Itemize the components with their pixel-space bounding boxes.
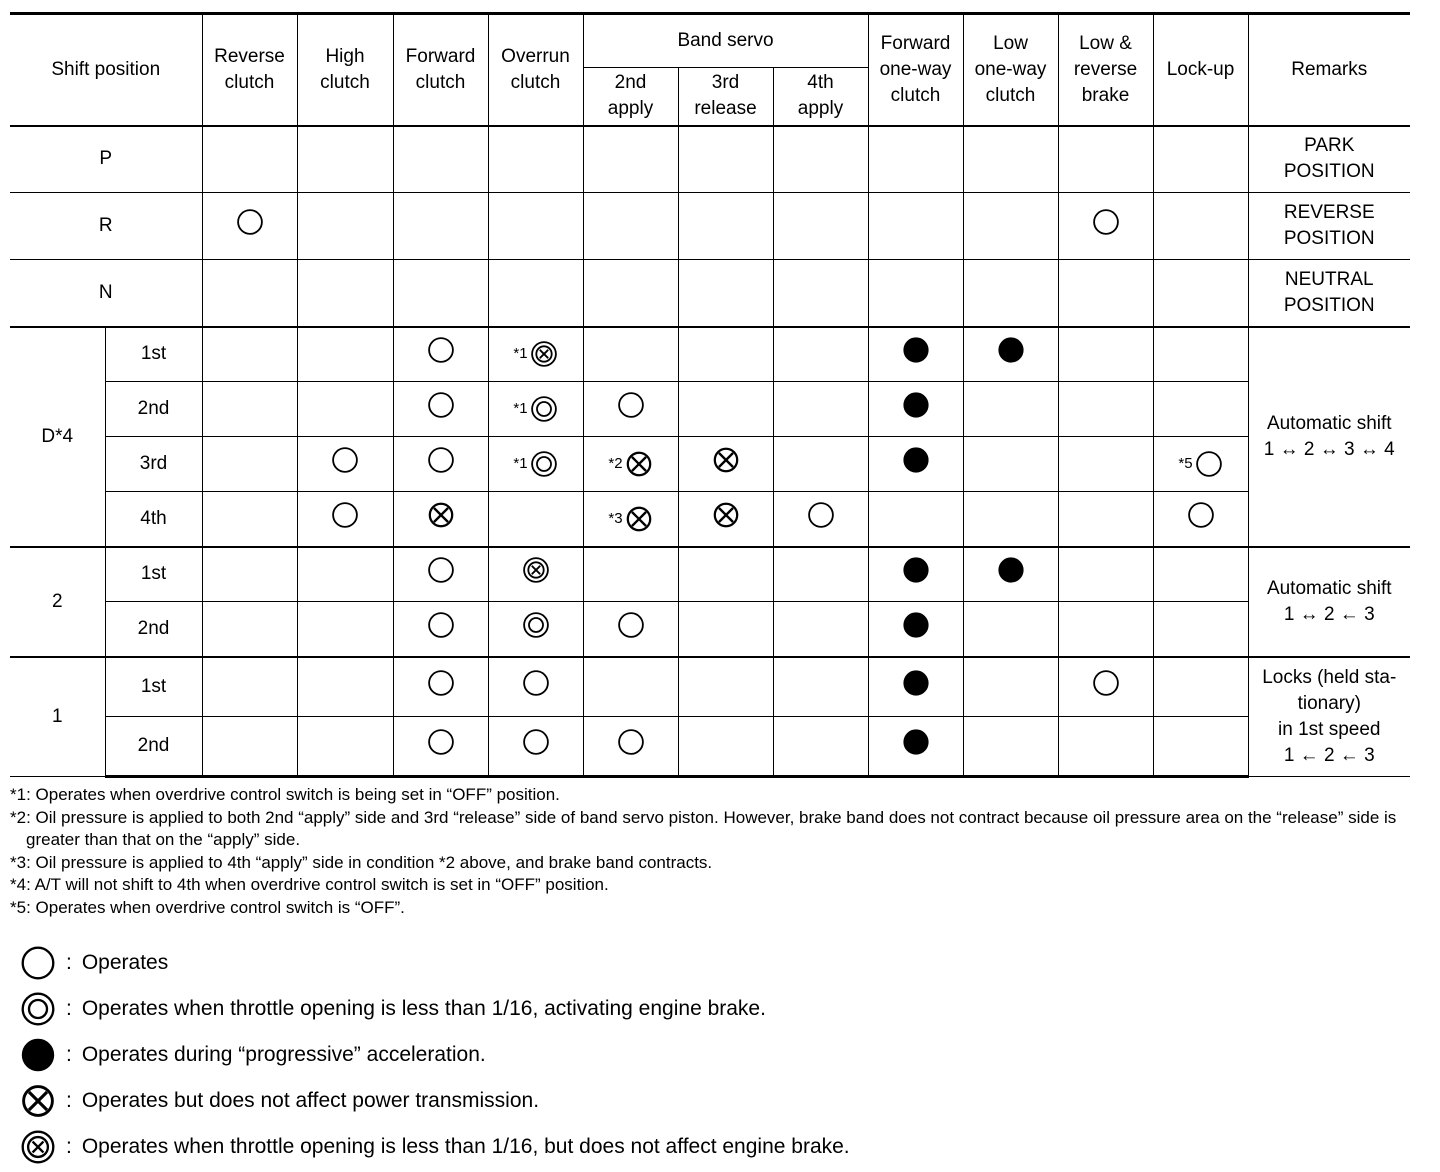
status-symbol — [997, 336, 1025, 364]
circle-icon — [427, 446, 455, 474]
status-cell — [963, 193, 1058, 260]
status-cell — [583, 327, 678, 382]
cell-line: one-way — [879, 58, 952, 80]
status-cell — [393, 437, 488, 492]
circle-icon — [522, 669, 550, 697]
gear-d-2nd: 2nd — [105, 382, 202, 437]
circle-icon — [617, 728, 645, 756]
status-symbol — [522, 669, 550, 697]
clutch-brake-operation-table — [10, 12, 1410, 778]
filled-circle-icon — [997, 556, 1025, 584]
filled-circle-icon — [902, 556, 930, 584]
status-symbol — [902, 556, 930, 584]
filled-circle-icon — [902, 391, 930, 419]
cell-line: apply — [797, 98, 844, 120]
filled-circle-icon — [902, 336, 930, 364]
position-n: N — [10, 260, 202, 327]
double-circle-icon — [530, 450, 558, 478]
status-symbol — [427, 556, 455, 584]
status-cell — [202, 327, 297, 382]
double-circle-icon — [530, 395, 558, 423]
status-cell — [773, 193, 868, 260]
status-cell — [1058, 547, 1153, 602]
status-cell — [202, 382, 297, 437]
status-cell — [1153, 193, 1248, 260]
remarks-d — [1248, 327, 1410, 547]
status-cell — [297, 382, 393, 437]
gear-1-1st: 1st — [105, 657, 202, 717]
gear-2-2nd: 2nd — [105, 602, 202, 657]
position-p: P — [10, 126, 202, 193]
status-cell — [1153, 492, 1248, 547]
status-cell — [868, 193, 963, 260]
circle-icon — [1187, 501, 1215, 529]
filled-circle-icon — [902, 446, 930, 474]
status-cell — [393, 382, 488, 437]
status-cell — [773, 602, 868, 657]
status-cell — [963, 327, 1058, 382]
status-cell — [297, 260, 393, 327]
status-cell — [583, 602, 678, 657]
status-symbol — [427, 669, 455, 697]
filled-circle-icon-svg — [20, 1037, 56, 1073]
status-cell — [868, 657, 963, 717]
circle-icon — [427, 391, 455, 419]
status-cell — [773, 657, 868, 717]
status-cell — [488, 602, 583, 657]
footnote-marker: *1 — [513, 455, 528, 472]
status-cell — [1153, 327, 1248, 382]
cell-line: in 1st speed — [1278, 718, 1381, 740]
crossed-circle-icon — [712, 501, 740, 529]
status-cell — [773, 717, 868, 777]
status-cell — [773, 547, 868, 602]
cell-line: clutch — [985, 84, 1036, 106]
status-cell — [297, 657, 393, 717]
footnote-5: *5: Operates when overdrive control switch is “OFF”. — [10, 897, 405, 917]
circled-crossed-circle-icon — [20, 1129, 66, 1165]
status-cell — [583, 492, 678, 547]
position-d: D*4 — [10, 327, 105, 547]
cell-line: tionary) — [1297, 692, 1361, 714]
status-symbol — [522, 556, 550, 584]
status-cell — [963, 547, 1058, 602]
status-cell — [1153, 717, 1248, 777]
status-symbol — [1178, 450, 1222, 478]
status-cell — [202, 126, 297, 193]
status-cell — [678, 126, 773, 193]
cell-line: REVERSE — [1283, 202, 1375, 223]
status-cell — [393, 657, 488, 717]
status-cell — [202, 717, 297, 777]
status-cell — [393, 193, 488, 260]
cell-line: apply — [607, 98, 654, 120]
status-cell — [297, 327, 393, 382]
remarks-1 — [1248, 657, 1410, 777]
circled-crossed-circle-icon-svg — [20, 1129, 56, 1165]
footnote-3: *3: Oil pressure is applied to 4th “apply” side in condition *2 above, and brake band contracts. — [10, 852, 713, 872]
cell-line: release — [694, 98, 757, 120]
header-band-4th-apply — [773, 68, 868, 126]
status-cell — [488, 717, 583, 777]
circle-icon — [331, 446, 359, 474]
header-overrun-clutch — [488, 14, 583, 126]
status-cell — [583, 260, 678, 327]
status-cell — [1058, 193, 1153, 260]
status-cell — [583, 547, 678, 602]
status-cell — [963, 437, 1058, 492]
gear-d-4th: 4th — [105, 492, 202, 547]
status-symbol — [331, 501, 359, 529]
footnote-4: *4: A/T will not shift to 4th when overdrive control switch is set in “OFF” position. — [10, 875, 609, 894]
status-cell — [1153, 382, 1248, 437]
cell-line: Reverse — [214, 45, 285, 67]
cell-line: High — [325, 45, 365, 67]
status-cell — [1153, 547, 1248, 602]
status-cell — [393, 547, 488, 602]
crossed-circle-icon-svg — [20, 1083, 56, 1119]
status-cell — [868, 382, 963, 437]
cell-line: Forward — [880, 32, 951, 54]
status-cell — [393, 602, 488, 657]
status-symbol — [617, 391, 645, 419]
header-band-servo: Band servo — [583, 14, 868, 68]
double-circle-icon — [522, 611, 550, 639]
status-cell — [583, 717, 678, 777]
header-band-3rd-release — [678, 68, 773, 126]
status-cell — [1153, 602, 1248, 657]
footnote-2: *2: Oil pressure is applied to both 2nd “apply” side and 3rd “release” side of band servo piston. However, brake band does not contract because oil pressure area on the “release” side is greater than that on the “apply” side. — [10, 807, 1397, 849]
status-cell — [963, 657, 1058, 717]
header-low-oneway-clutch — [963, 14, 1058, 126]
gear-1-2nd: 2nd — [105, 717, 202, 777]
circle-icon — [427, 728, 455, 756]
cell-line: Low & — [1079, 32, 1132, 54]
status-cell — [868, 602, 963, 657]
status-cell — [393, 492, 488, 547]
circle-icon — [20, 945, 66, 981]
status-cell — [678, 657, 773, 717]
footnote-marker: *1 — [513, 345, 528, 363]
status-cell — [202, 193, 297, 260]
status-symbol — [617, 611, 645, 639]
filled-circle-icon — [902, 669, 930, 697]
remarks-park — [1248, 126, 1410, 193]
cell-line: brake — [1081, 84, 1130, 106]
status-cell — [583, 126, 678, 193]
position-r: R — [10, 193, 202, 260]
status-symbol — [617, 728, 645, 756]
status-symbol — [331, 446, 359, 474]
status-symbol — [427, 391, 455, 419]
cell-line: reverse — [1073, 58, 1138, 80]
header-lockup: Lock-up — [1153, 14, 1248, 126]
status-cell — [488, 193, 583, 260]
position-2: 2 — [10, 547, 105, 657]
status-cell — [583, 382, 678, 437]
status-cell — [202, 437, 297, 492]
crossed-circle-icon — [427, 501, 455, 529]
circle-icon — [807, 501, 835, 529]
footnotes — [10, 784, 1410, 919]
status-cell — [1153, 260, 1248, 327]
status-cell — [678, 602, 773, 657]
status-cell — [583, 437, 678, 492]
status-symbol — [807, 501, 835, 529]
status-cell — [202, 547, 297, 602]
circled-crossed-circle-icon — [530, 340, 558, 368]
header-band-2nd-apply — [583, 68, 678, 126]
status-cell — [963, 492, 1058, 547]
status-cell — [583, 193, 678, 260]
status-cell — [868, 260, 963, 327]
crossed-circle-icon — [625, 505, 653, 533]
header-remarks: Remarks — [1248, 14, 1410, 126]
header-low-reverse-brake — [1058, 14, 1153, 126]
status-cell — [297, 602, 393, 657]
legend-item-progressive: : Operates during “progressive” acceleration. — [20, 1032, 850, 1078]
status-cell — [868, 126, 963, 193]
status-symbol — [902, 728, 930, 756]
status-symbol — [427, 501, 455, 529]
status-cell — [963, 126, 1058, 193]
status-symbol — [997, 556, 1025, 584]
gear-2-1st: 1st — [105, 547, 202, 602]
footnote-1: *1: Operates when overdrive control switch is being set in “OFF” position. — [10, 785, 560, 804]
cell-line: 1 ↔ 2 ↔ 3 ↔ 4 — [1263, 438, 1395, 460]
footnote-marker: *5 — [1178, 455, 1193, 472]
circle-icon — [236, 208, 264, 236]
filled-circle-icon — [902, 728, 930, 756]
status-symbol — [902, 391, 930, 419]
status-cell — [297, 193, 393, 260]
legend-item-operates: : Operates — [20, 940, 850, 986]
circle-icon — [427, 556, 455, 584]
header-reverse-clutch — [202, 14, 297, 126]
cell-line: one-way — [974, 58, 1047, 80]
status-cell — [1153, 126, 1248, 193]
footnote-marker: *2 — [608, 455, 623, 472]
status-cell — [1058, 717, 1153, 777]
status-cell — [868, 327, 963, 382]
status-cell — [773, 382, 868, 437]
status-symbol — [608, 505, 652, 533]
status-cell — [297, 492, 393, 547]
circle-icon — [427, 336, 455, 364]
circle-icon-svg — [20, 945, 56, 981]
circle-icon — [522, 728, 550, 756]
status-symbol — [1187, 501, 1215, 529]
status-symbol — [1092, 669, 1120, 697]
status-cell — [202, 657, 297, 717]
status-symbol — [427, 446, 455, 474]
symbol-legend — [20, 940, 850, 1170]
status-cell — [678, 547, 773, 602]
status-cell — [773, 437, 868, 492]
status-cell — [488, 437, 583, 492]
status-symbol — [902, 446, 930, 474]
status-symbol — [608, 450, 652, 478]
cell-line: PARK — [1304, 135, 1355, 157]
remarks-neutral — [1248, 260, 1410, 327]
footnote-marker: *1 — [513, 400, 528, 417]
filled-circle-icon — [20, 1037, 66, 1073]
cell-line: POSITION — [1283, 228, 1375, 249]
status-cell — [202, 260, 297, 327]
status-cell — [297, 126, 393, 193]
crossed-circle-icon — [625, 450, 653, 478]
header-forward-oneway-clutch — [868, 14, 963, 126]
remarks-2 — [1248, 547, 1410, 657]
remarks-reverse — [1248, 193, 1410, 260]
status-cell — [773, 492, 868, 547]
status-cell — [488, 327, 583, 382]
circle-icon — [617, 391, 645, 419]
status-symbol — [522, 611, 550, 639]
legend-item-no-power: : Operates but does not affect power transmission. — [20, 1078, 850, 1124]
cell-line: 1 ↔ 2 ← 3 — [1283, 603, 1375, 625]
status-cell — [678, 382, 773, 437]
circled-crossed-circle-icon — [522, 556, 550, 584]
status-cell — [868, 717, 963, 777]
status-cell — [678, 193, 773, 260]
circle-icon — [1092, 669, 1120, 697]
status-cell — [868, 547, 963, 602]
status-cell — [297, 717, 393, 777]
status-cell — [488, 547, 583, 602]
status-cell — [1058, 327, 1153, 382]
header-forward-clutch — [393, 14, 488, 126]
status-symbol — [902, 669, 930, 697]
status-cell — [678, 327, 773, 382]
status-cell — [488, 657, 583, 717]
status-cell — [678, 260, 773, 327]
status-cell — [393, 327, 488, 382]
cell-line: 2nd — [614, 72, 647, 94]
cell-line: Overrun — [501, 45, 570, 67]
status-symbol — [427, 611, 455, 639]
status-symbol — [902, 336, 930, 364]
status-cell — [1058, 602, 1153, 657]
status-cell — [678, 717, 773, 777]
cell-line: Automatic shift — [1266, 577, 1392, 599]
status-symbol — [712, 446, 740, 474]
cell-line: clutch — [510, 71, 561, 93]
header-high-clutch — [297, 14, 393, 126]
status-cell — [1058, 657, 1153, 717]
header-shift-position: Shift position — [10, 14, 202, 126]
status-cell — [202, 602, 297, 657]
legend-item-engine-brake: : Operates when throttle opening is less than 1/16, activating engine brake. — [20, 986, 850, 1032]
circle-icon — [427, 669, 455, 697]
status-cell — [297, 437, 393, 492]
status-cell — [488, 126, 583, 193]
filled-circle-icon — [902, 611, 930, 639]
cell-line: 3rd — [711, 72, 740, 94]
status-cell — [773, 126, 868, 193]
cell-line: clutch — [415, 71, 466, 93]
status-cell — [678, 492, 773, 547]
status-cell — [963, 260, 1058, 327]
circle-icon — [331, 501, 359, 529]
cell-line: POSITION — [1283, 161, 1375, 183]
status-symbol — [513, 340, 557, 368]
status-cell — [297, 547, 393, 602]
status-cell — [1153, 437, 1248, 492]
circle-icon — [617, 611, 645, 639]
status-cell — [773, 260, 868, 327]
status-cell — [393, 260, 488, 327]
status-symbol — [236, 208, 264, 236]
status-cell — [1058, 437, 1153, 492]
status-symbol — [902, 611, 930, 639]
crossed-circle-icon — [712, 446, 740, 474]
gear-d-1st: 1st — [105, 327, 202, 382]
filled-circle-icon — [997, 336, 1025, 364]
status-cell — [1058, 260, 1153, 327]
status-cell — [868, 437, 963, 492]
gear-d-3rd: 3rd — [105, 437, 202, 492]
status-cell — [488, 492, 583, 547]
cell-line: clutch — [320, 71, 370, 93]
cell-line: 1 ← 2 ← 3 — [1283, 744, 1375, 766]
cell-line: Automatic shift — [1266, 412, 1392, 434]
status-cell — [583, 657, 678, 717]
status-symbol — [1092, 208, 1120, 236]
circle-icon — [1092, 208, 1120, 236]
double-circle-icon-svg — [20, 991, 56, 1027]
cell-line: NEUTRAL — [1284, 268, 1374, 290]
status-cell — [488, 382, 583, 437]
status-cell — [202, 492, 297, 547]
status-cell — [1153, 657, 1248, 717]
crossed-circle-icon — [20, 1083, 66, 1119]
status-cell — [393, 717, 488, 777]
status-cell — [393, 126, 488, 193]
cell-line: 4th — [807, 72, 834, 94]
status-cell — [868, 492, 963, 547]
footnote-marker: *3 — [608, 509, 623, 527]
legend-item-no-engine-brake: : Operates when throttle opening is less than 1/16, but does not affect engine brake. — [20, 1124, 850, 1170]
status-cell — [1058, 492, 1153, 547]
cell-line: Low — [993, 32, 1028, 54]
status-symbol — [513, 450, 557, 478]
status-cell — [963, 602, 1058, 657]
status-cell — [1058, 126, 1153, 193]
cell-line: clutch — [224, 71, 275, 93]
cell-line: Forward — [405, 45, 476, 67]
circle-icon — [427, 611, 455, 639]
status-cell — [963, 382, 1058, 437]
cell-line: Locks (held sta- — [1262, 666, 1397, 688]
double-circle-icon — [20, 991, 66, 1027]
status-cell — [678, 437, 773, 492]
status-cell — [1058, 382, 1153, 437]
status-symbol — [427, 728, 455, 756]
circle-icon — [1195, 450, 1223, 478]
status-symbol — [427, 336, 455, 364]
cell-line: POSITION — [1283, 294, 1375, 316]
cell-line: clutch — [890, 84, 941, 106]
status-symbol — [712, 501, 740, 529]
status-symbol — [513, 395, 557, 423]
status-cell — [963, 717, 1058, 777]
status-cell — [488, 260, 583, 327]
status-cell — [773, 327, 868, 382]
status-symbol — [522, 728, 550, 756]
position-1: 1 — [10, 657, 105, 777]
